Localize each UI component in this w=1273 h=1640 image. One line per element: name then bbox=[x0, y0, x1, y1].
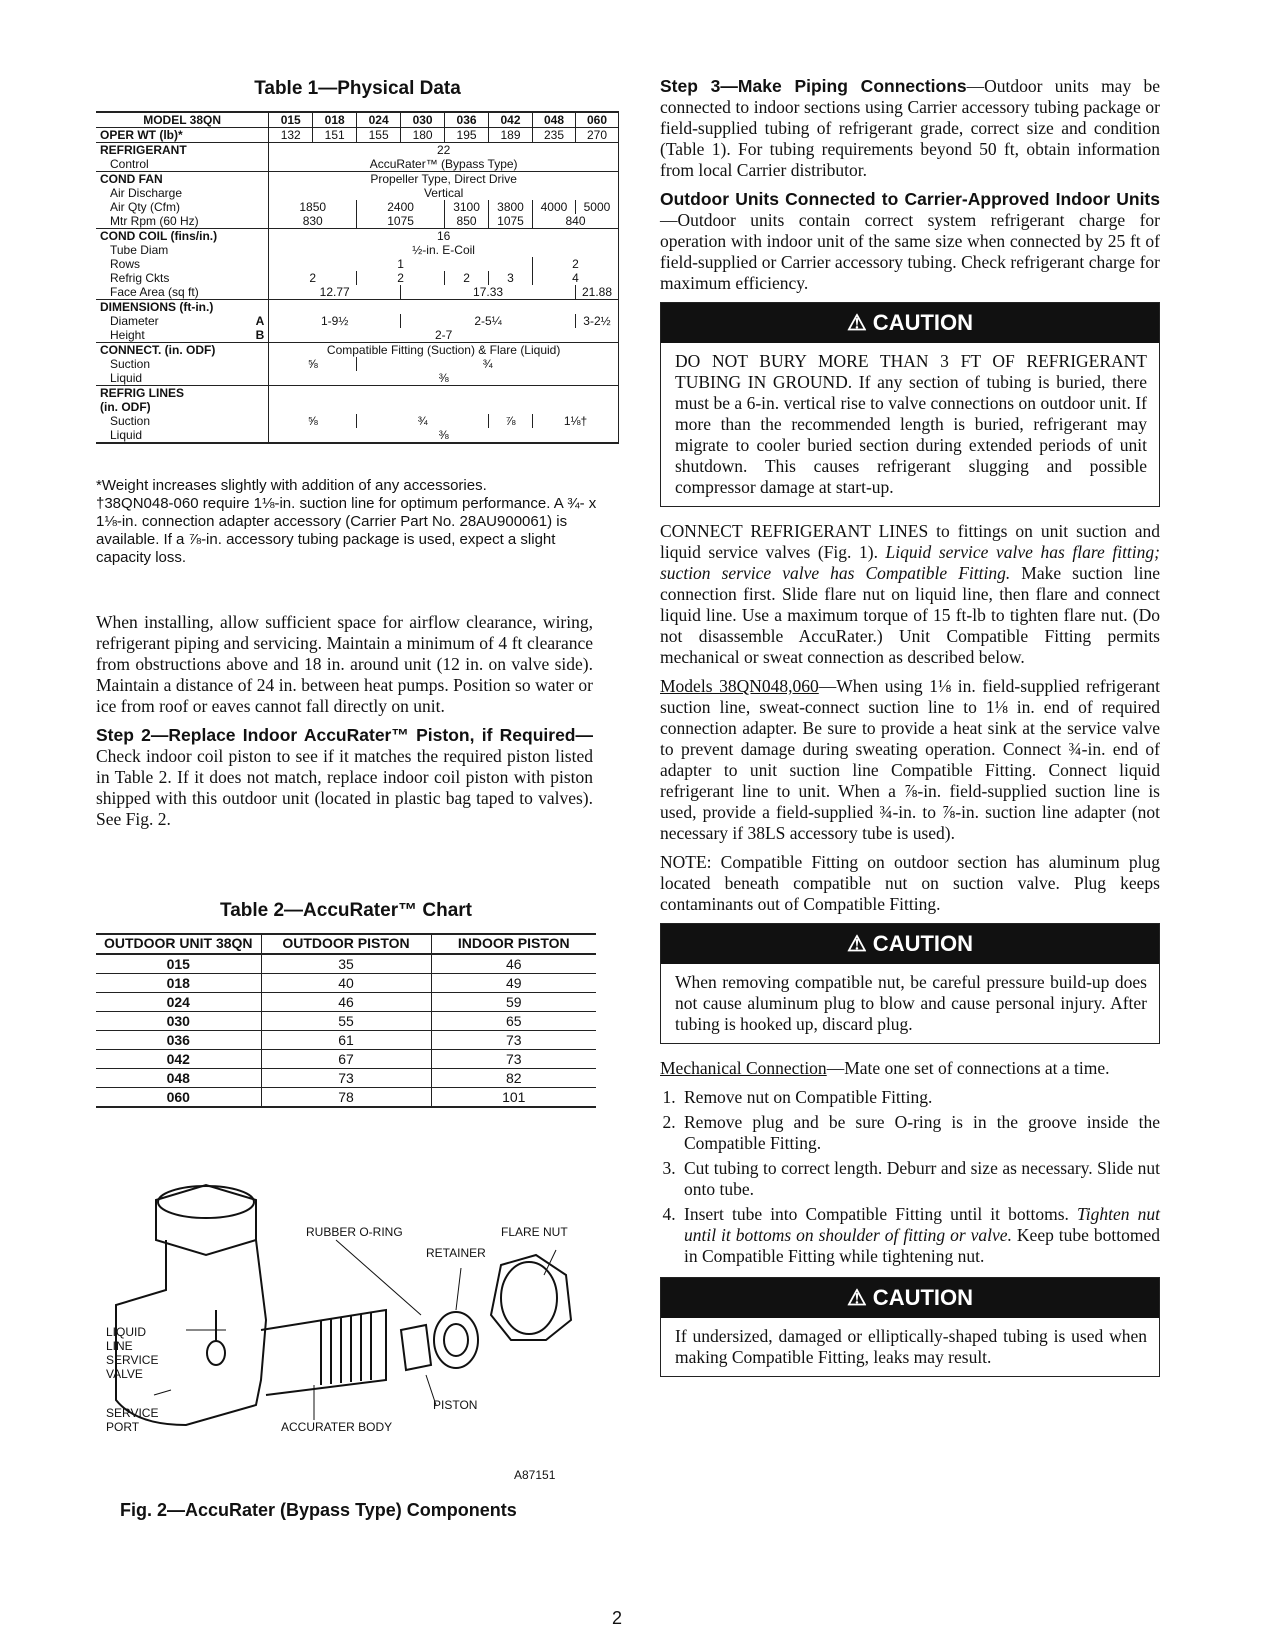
air-discharge-row bbox=[96, 186, 619, 200]
diameter-cell: 2-5¼ bbox=[401, 314, 576, 328]
dimensions-row bbox=[96, 300, 619, 315]
step2-heading: Step 2—Replace Indoor AccuRater™ Piston, if Required— bbox=[96, 725, 593, 745]
left-body bbox=[96, 612, 593, 838]
list-item: 2. Remove plug and be sure O-ring is in the groove inside the Compatible Fitting. bbox=[680, 1112, 1160, 1154]
models-body: —When using 1⅛ in. field-supplied refrigerant suction line, sweat-connect suction line to 1⅛ in. end of required connection adapter. Be sure to provide a heat sink at the service valve to prevent damage during sweating operation. Connect ¾-in. end of adapter to unit suction line Compatible Fitting. Connect liquid refrigerant line to unit. When a ⅞-in. field-supplied suction line is used, provide a field-supplied ¾-in. to ⅞-in. suction line adapter (not necessary if 38LS accessory tube is used). bbox=[660, 676, 1160, 843]
model-cell: 042 bbox=[489, 112, 533, 128]
height-label-cell bbox=[96, 328, 269, 343]
step3-body: —Outdoor units may be connected to indoor sections using Carrier accessory tubing package or field-supplied tubing of refrigerant grade, correct size and condition (Table 1). For tubing requirements beyond 50 ft, obtain information from local Carrier distributor. bbox=[660, 76, 1160, 180]
note-weight: *Weight increases slightly with addition of any accessories. bbox=[96, 477, 487, 494]
cond-fan-label: COND FAN bbox=[96, 172, 269, 187]
face-area-cell: 21.88 bbox=[575, 285, 618, 300]
connect-label: CONNECT. (in. ODF) bbox=[96, 343, 269, 358]
model-cell: 060 bbox=[575, 112, 618, 128]
outdoor-piston-cell: 40 bbox=[261, 974, 431, 993]
model-cell: 015 bbox=[269, 112, 313, 128]
table-row bbox=[96, 1088, 596, 1108]
figure-caption: Fig. 2—AccuRater (Bypass Type) Components bbox=[120, 1500, 517, 1520]
connect-suction-row bbox=[96, 357, 619, 371]
indoor-piston-cell: 73 bbox=[431, 1031, 596, 1050]
model-cell: 036 bbox=[445, 112, 489, 128]
header-outdoor: OUTDOOR PISTON bbox=[261, 934, 431, 954]
caution-header: ⚠ CAUTION bbox=[661, 1278, 1159, 1318]
connect-suction-cell: ¾ bbox=[357, 357, 619, 371]
unit-cell: 060 bbox=[96, 1088, 261, 1108]
control-label: Control bbox=[96, 157, 269, 172]
refrigerant-row bbox=[96, 143, 619, 158]
mechanical-paragraph bbox=[660, 1058, 1160, 1079]
air-qty-cell: 5000 bbox=[575, 200, 618, 214]
table-row bbox=[96, 993, 596, 1012]
refrig-ckts-cell: 2 bbox=[269, 271, 357, 285]
unit-cell: 030 bbox=[96, 1012, 261, 1031]
weight-cell: 151 bbox=[313, 128, 357, 143]
page-number: 2 bbox=[612, 1608, 623, 1628]
connect-paragraph bbox=[660, 521, 1160, 668]
caution-text: If undersized, damaged or elliptically-shaped tubing is used when making Compatible Fitting, leaks may result. bbox=[675, 1326, 1147, 1367]
rows-row bbox=[96, 257, 619, 271]
tube-diam-row bbox=[96, 243, 619, 257]
refrig-lines-row bbox=[96, 386, 619, 401]
table1-notes bbox=[96, 477, 606, 567]
unit-cell: 015 bbox=[96, 954, 261, 974]
model-cell: 018 bbox=[313, 112, 357, 128]
face-area-row bbox=[96, 285, 619, 300]
unit-cell: 042 bbox=[96, 1050, 261, 1069]
step2-paragraph bbox=[96, 725, 593, 830]
connect-liquid-row bbox=[96, 371, 619, 386]
lines-suction-label: Suction bbox=[96, 414, 269, 428]
label-liquid-line: LIQUID LINE SERVICE VALVE bbox=[106, 1325, 159, 1381]
dimensions-label: DIMENSIONS (ft-in.) bbox=[96, 300, 269, 315]
label-accurater-body: ACCURATER BODY bbox=[281, 1420, 393, 1434]
refrig-lines-label: REFRIG LINES bbox=[96, 386, 269, 401]
lines-liquid-row bbox=[96, 428, 619, 443]
connect-liquid-value: ⅜ bbox=[269, 371, 619, 386]
height-label: Height bbox=[110, 328, 145, 342]
caution-header: ⚠ CAUTION bbox=[661, 924, 1159, 964]
physical-data-table bbox=[96, 111, 619, 444]
list-item: 3. Cut tubing to correct length. Deburr and size as necessary. Slide nut onto tube. bbox=[680, 1158, 1160, 1200]
list-item: 1. Remove nut on Compatible Fitting. bbox=[680, 1087, 1160, 1108]
diameter-letter: A bbox=[255, 314, 265, 328]
cond-fan-value: Propeller Type, Direct Drive bbox=[269, 172, 619, 187]
cond-coil-value: 16 bbox=[269, 229, 619, 244]
rows-cell: 2 bbox=[533, 257, 619, 271]
refrig-ckts-cell: 2 bbox=[357, 271, 445, 285]
model-cell: 024 bbox=[357, 112, 401, 128]
weight-cell: 180 bbox=[401, 128, 445, 143]
air-discharge-value: Vertical bbox=[269, 186, 619, 200]
model-cell: 048 bbox=[533, 112, 576, 128]
outdoor-piston-cell: 35 bbox=[261, 954, 431, 974]
valve-cap bbox=[156, 1185, 256, 1255]
outdoor-piston-cell: 78 bbox=[261, 1088, 431, 1108]
label-retainer: RETAINER bbox=[426, 1246, 486, 1260]
unit-cell: 024 bbox=[96, 993, 261, 1012]
refrig-ckts-cell: 4 bbox=[533, 271, 619, 285]
air-qty-row bbox=[96, 200, 619, 214]
weight-cell: 235 bbox=[533, 128, 576, 143]
cond-coil-label: COND COIL (fins/in.) bbox=[96, 229, 269, 244]
weight-cell: 189 bbox=[489, 128, 533, 143]
lines-liquid-value: ⅜ bbox=[269, 428, 619, 443]
caution-box-tubing bbox=[660, 1277, 1160, 1377]
mtr-rpm-row bbox=[96, 214, 619, 229]
indoor-piston-cell: 59 bbox=[431, 993, 596, 1012]
indoor-piston-cell: 49 bbox=[431, 974, 596, 993]
mtr-rpm-cell: 840 bbox=[533, 214, 619, 229]
connect-text: CONNECT REFRIGERANT LINES to fittings on unit suction and liquid service valves (Fig. 1). bbox=[660, 521, 1160, 562]
step2-body: Check indoor coil piston to see if it matches the required piston listed in Table 2. If it does not match, replace indoor coil piston with piston shipped with this outdoor unit (located in plastic bag taped to valves). See Fig. 2. bbox=[96, 746, 593, 829]
air-qty-cell: 3800 bbox=[489, 200, 533, 214]
weight-row bbox=[96, 128, 619, 143]
unit-cell: 048 bbox=[96, 1069, 261, 1088]
note-paragraph: NOTE: Compatible Fitting on outdoor section has aluminum plug located beneath compatible nut on suction valve. Plug keeps contaminants out of Compatible Fitting. bbox=[660, 852, 1160, 914]
table1-title: Table 1—Physical Data bbox=[254, 78, 461, 99]
mtr-rpm-cell: 830 bbox=[269, 214, 357, 229]
lines-suction-cell: ¾ bbox=[357, 414, 489, 428]
indoor-piston-cell: 65 bbox=[431, 1012, 596, 1031]
lines-suction-cell: 1⅛† bbox=[533, 414, 619, 428]
table2-title: Table 2—AccuRater™ Chart bbox=[220, 900, 472, 921]
note-suction: †38QN048-060 require 1⅛-in. suction line for optimum performance. A ¾- x 1⅛-in. connection adapter accessory (Carrier Part No. 28AU900061) is available. If a ⅞-in. accessory tubing package is used, expect a slight capacity loss. bbox=[96, 495, 597, 566]
outdoor-piston-cell: 67 bbox=[261, 1050, 431, 1069]
table-row bbox=[96, 974, 596, 993]
connect-italic: Liquid service valve has flare fitting; suction service valve has Compatible Fitting. bbox=[660, 542, 1160, 583]
accurater-chart-table bbox=[96, 933, 596, 1108]
unit-cell: 018 bbox=[96, 974, 261, 993]
outdoor-piston-cell: 61 bbox=[261, 1031, 431, 1050]
tube-diam-value: ½-in. E-Coil bbox=[269, 243, 619, 257]
table2-header bbox=[96, 934, 596, 954]
lines-suction-row bbox=[96, 414, 619, 428]
label-rubber-oring: RUBBER O-RING bbox=[306, 1225, 403, 1239]
rows-cell: 1 bbox=[269, 257, 533, 271]
air-qty-cell: 2400 bbox=[357, 200, 445, 214]
refrig-ckts-cell: 3 bbox=[489, 271, 533, 285]
label-flare-nut: FLARE NUT bbox=[501, 1225, 568, 1239]
step3-paragraph bbox=[660, 76, 1160, 181]
refrig-lines-sub-row bbox=[96, 400, 619, 414]
lines-liquid-label: Liquid bbox=[96, 428, 269, 443]
models-heading: Models 38QN048,060 bbox=[660, 676, 819, 696]
face-area-label: Face Area (sq ft) bbox=[96, 285, 269, 300]
refrigerant-value: 22 bbox=[269, 143, 619, 158]
models-paragraph bbox=[660, 676, 1160, 844]
air-discharge-label: Air Discharge bbox=[96, 186, 269, 200]
mtr-rpm-label: Mtr Rpm (60 Hz) bbox=[96, 214, 269, 229]
liquid-label: Liquid bbox=[96, 371, 269, 386]
refrig-ckts-row bbox=[96, 271, 619, 285]
outdoor-piston-cell: 55 bbox=[261, 1012, 431, 1031]
table-row bbox=[96, 1012, 596, 1031]
label-service-port: SERVICE PORT bbox=[106, 1406, 159, 1434]
list-item bbox=[680, 1204, 1160, 1267]
weight-cell: 195 bbox=[445, 128, 489, 143]
table-row bbox=[96, 1069, 596, 1088]
table-row bbox=[96, 1031, 596, 1050]
outdoor-units-body: —Outdoor units contain correct system refrigerant charge for operation with indoor unit of the same size when connected by 25 ft of field-supplied or Carrier accessory tubing. Check refrigerant charge for maximum efficiency. bbox=[660, 210, 1160, 293]
lines-suction-cell: ⅞ bbox=[489, 414, 533, 428]
diameter-cell: 1-9½ bbox=[269, 314, 401, 328]
diameter-label: Diameter bbox=[110, 314, 159, 328]
table-row bbox=[96, 954, 596, 974]
outdoor-units-heading: Outdoor Units Connected to Carrier-Approved Indoor Units bbox=[660, 189, 1160, 209]
caution-text: DO NOT BURY MORE THAN 3 FT OF REFRIGERANT TUBING IN GROUND. If any section of tubing is buried, there must be a 6-in. vertical rise to valve connections on outdoor unit. If more than the recommended length is buried, refrigerant may migrate to cooler buried section during extended periods of unit shutdown. This causes refrigerant slugging and possible compressor damage at start-up. bbox=[675, 351, 1147, 497]
indoor-piston-cell: 101 bbox=[431, 1088, 596, 1108]
figure-code: A87151 bbox=[514, 1468, 556, 1482]
outdoor-units-paragraph bbox=[660, 189, 1160, 294]
control-value: AccuRater™ (Bypass Type) bbox=[269, 157, 619, 172]
header-unit: OUTDOOR UNIT 38QN bbox=[96, 934, 261, 954]
mechanical-body: —Mate one set of connections at a time. bbox=[826, 1058, 1110, 1078]
height-row bbox=[96, 328, 619, 343]
indoor-piston-cell: 73 bbox=[431, 1050, 596, 1069]
diameter-label-cell bbox=[96, 314, 269, 328]
outdoor-piston-cell: 73 bbox=[261, 1069, 431, 1088]
face-area-cell: 12.77 bbox=[269, 285, 401, 300]
air-qty-cell: 4000 bbox=[533, 200, 576, 214]
refrig-ckts-label: Refrig Ckts bbox=[96, 271, 269, 285]
mtr-rpm-cell: 1075 bbox=[357, 214, 445, 229]
step4-italic: Tighten nut until it bottoms on shoulder of fitting or valve. bbox=[684, 1204, 1160, 1245]
face-area-cell: 17.33 bbox=[401, 285, 576, 300]
model-row bbox=[96, 112, 619, 128]
rows-label: Rows bbox=[96, 257, 269, 271]
mtr-rpm-cell: 850 bbox=[445, 214, 489, 229]
step4-text: Insert tube into Compatible Fitting until it bottoms. bbox=[684, 1204, 1078, 1224]
connect-value: Compatible Fitting (Suction) & Flare (Liquid) bbox=[269, 343, 619, 358]
diameter-row bbox=[96, 314, 619, 328]
weight-cell: 132 bbox=[269, 128, 313, 143]
clearance-paragraph: When installing, allow sufficient space for airflow clearance, wiring, refrigerant piping and servicing. Maintain a minimum of 4 ft clearance from obstructions above and 18 in. around unit (12 in. on valve side). Maintain a distance of 24 in. between heat pumps. Position so water or ice from roof or eaves cannot fall directly on unit. bbox=[96, 612, 593, 716]
weight-label: OPER WT (lb)* bbox=[96, 128, 269, 143]
mechanical-steps bbox=[680, 1087, 1160, 1267]
refrig-ckts-cell: 2 bbox=[445, 271, 489, 285]
diameter-cell: 3-2½ bbox=[575, 314, 618, 328]
outdoor-piston-cell: 46 bbox=[261, 993, 431, 1012]
caution-header: ⚠ CAUTION bbox=[661, 303, 1159, 343]
model-cell: 030 bbox=[401, 112, 445, 128]
label-piston: PISTON bbox=[433, 1398, 478, 1412]
step4-text-cont: Keep tube bottomed in Compatible Fitting while tightening nut. bbox=[684, 1225, 1160, 1266]
refrig-lines-sub: (in. ODF) bbox=[96, 400, 269, 414]
accurater-figure bbox=[96, 1180, 606, 1480]
weight-cell: 155 bbox=[357, 128, 401, 143]
indoor-piston-cell: 82 bbox=[431, 1069, 596, 1088]
lines-suction-cell: ⅝ bbox=[269, 414, 357, 428]
caution-box-nut bbox=[660, 923, 1160, 1044]
step3-heading: Step 3—Make Piping Connections bbox=[660, 76, 967, 96]
header-indoor: INDOOR PISTON bbox=[431, 934, 596, 954]
connect-row bbox=[96, 343, 619, 358]
caution-box-buried bbox=[660, 302, 1160, 507]
height-value: 2-7 bbox=[269, 328, 619, 343]
air-qty-cell: 3100 bbox=[445, 200, 489, 214]
connect-suction-cell: ⅝ bbox=[269, 357, 357, 371]
height-letter: B bbox=[255, 328, 265, 342]
model-label: MODEL 38QN bbox=[96, 112, 269, 128]
air-qty-cell: 1850 bbox=[269, 200, 357, 214]
caution-text: When removing compatible nut, be careful pressure build-up does not cause aluminum plug to blow and cause personal injury. After tubing is hooked up, discard plug. bbox=[675, 972, 1147, 1034]
connect-text-cont: Make suction line connection first. Slide flare nut on liquid line, then flare and connect liquid line. Use a maximum torque of 15 ft-lb to tighten flare nut. (Do not disassemble AccuRater.) Unit Compatible Fitting permits mechanical or sweat connection as described below. bbox=[660, 563, 1161, 667]
control-row bbox=[96, 157, 619, 172]
tube-diam-label: Tube Diam bbox=[96, 243, 269, 257]
suction-label: Suction bbox=[96, 357, 269, 371]
mechanical-heading: Mechanical Connection bbox=[660, 1058, 827, 1078]
air-qty-label: Air Qty (Cfm) bbox=[96, 200, 269, 214]
unit-cell: 036 bbox=[96, 1031, 261, 1050]
table-row bbox=[96, 1050, 596, 1069]
indoor-piston-cell: 46 bbox=[431, 954, 596, 974]
right-body bbox=[660, 76, 1160, 1391]
mtr-rpm-cell: 1075 bbox=[489, 214, 533, 229]
cond-coil-row bbox=[96, 229, 619, 244]
weight-cell: 270 bbox=[575, 128, 618, 143]
refrigerant-label: REFRIGERANT bbox=[96, 143, 269, 158]
cond-fan-row bbox=[96, 172, 619, 187]
